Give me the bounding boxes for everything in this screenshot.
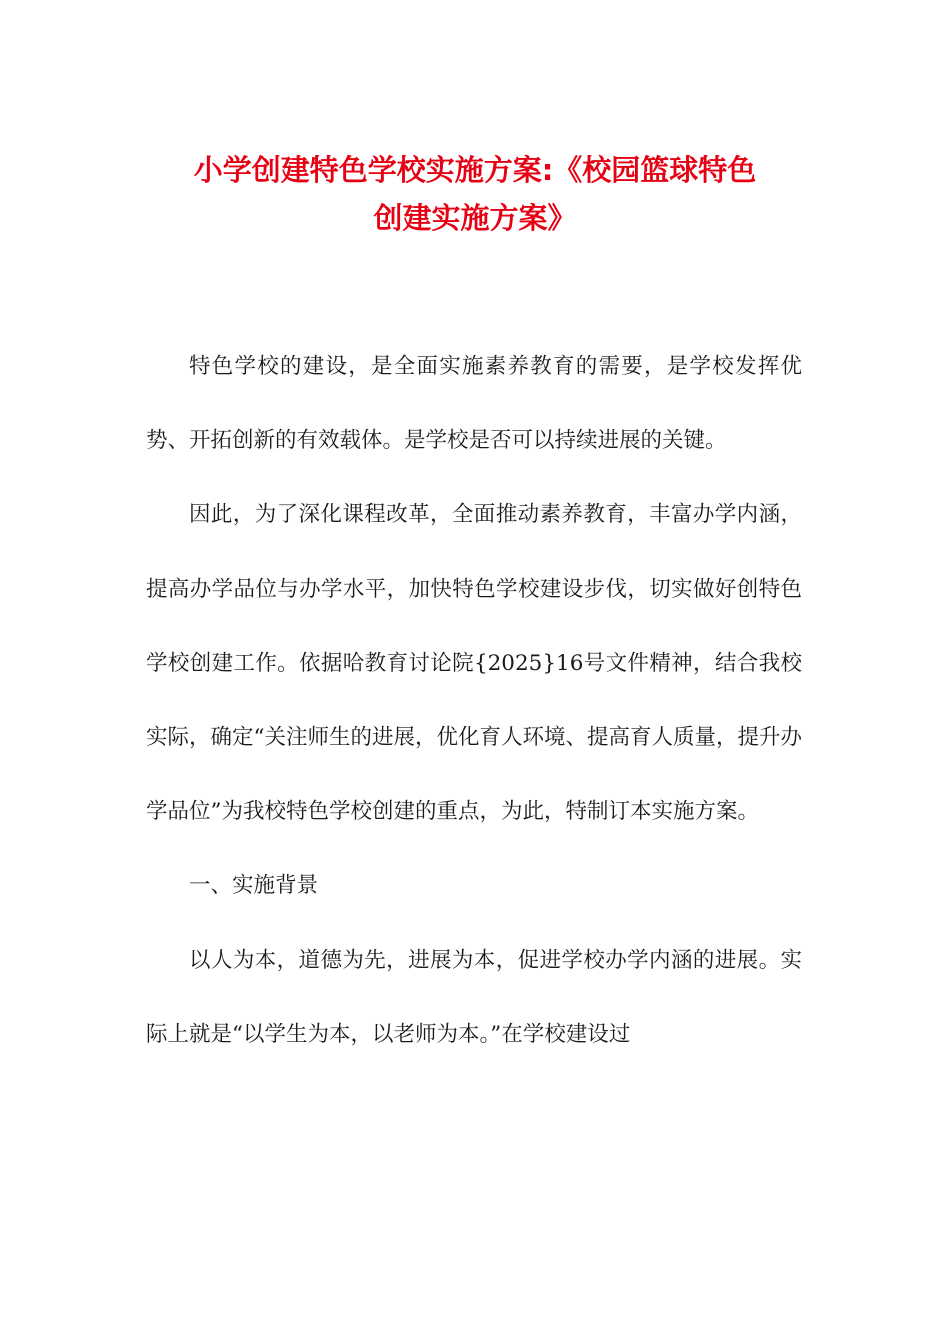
title-line-1: 小学创建特色学校实施方案:《校园篮球特色 <box>193 153 757 187</box>
paragraph-intro: 特色学校的建设，是全面实施素养教育的需要，是学校发挥优势、开拓创新的有效载体。是学校是否可以持续进展的关键。 <box>146 354 802 454</box>
paragraph-background: 以人为本，道德为先，进展为本，促进学校办学内涵的进展。实际上就是“以学生为本，以老师为本。”在学校建设过 <box>146 947 802 1047</box>
document-body <box>146 330 802 1072</box>
title-line-2: 创建实施方案》 <box>373 201 577 235</box>
section-heading-background: 一、实施背景 <box>189 873 319 899</box>
paragraph-purpose: 因此，为了深化课程改革，全面推动素养教育，丰富办学内涵，提高办学品位与办学水平，加快特色学校建设步伐，切实做好创特色学校创建工作。依据哈教育讨论院{2025}16号文件精神，结合我校实际，确定“关注师生的进展，优化育人环境、提高育人质量，提升办学品位”为我校特色学校创建的重点，为此，特制订本实施方案。 <box>146 502 802 825</box>
document-title <box>130 146 820 242</box>
